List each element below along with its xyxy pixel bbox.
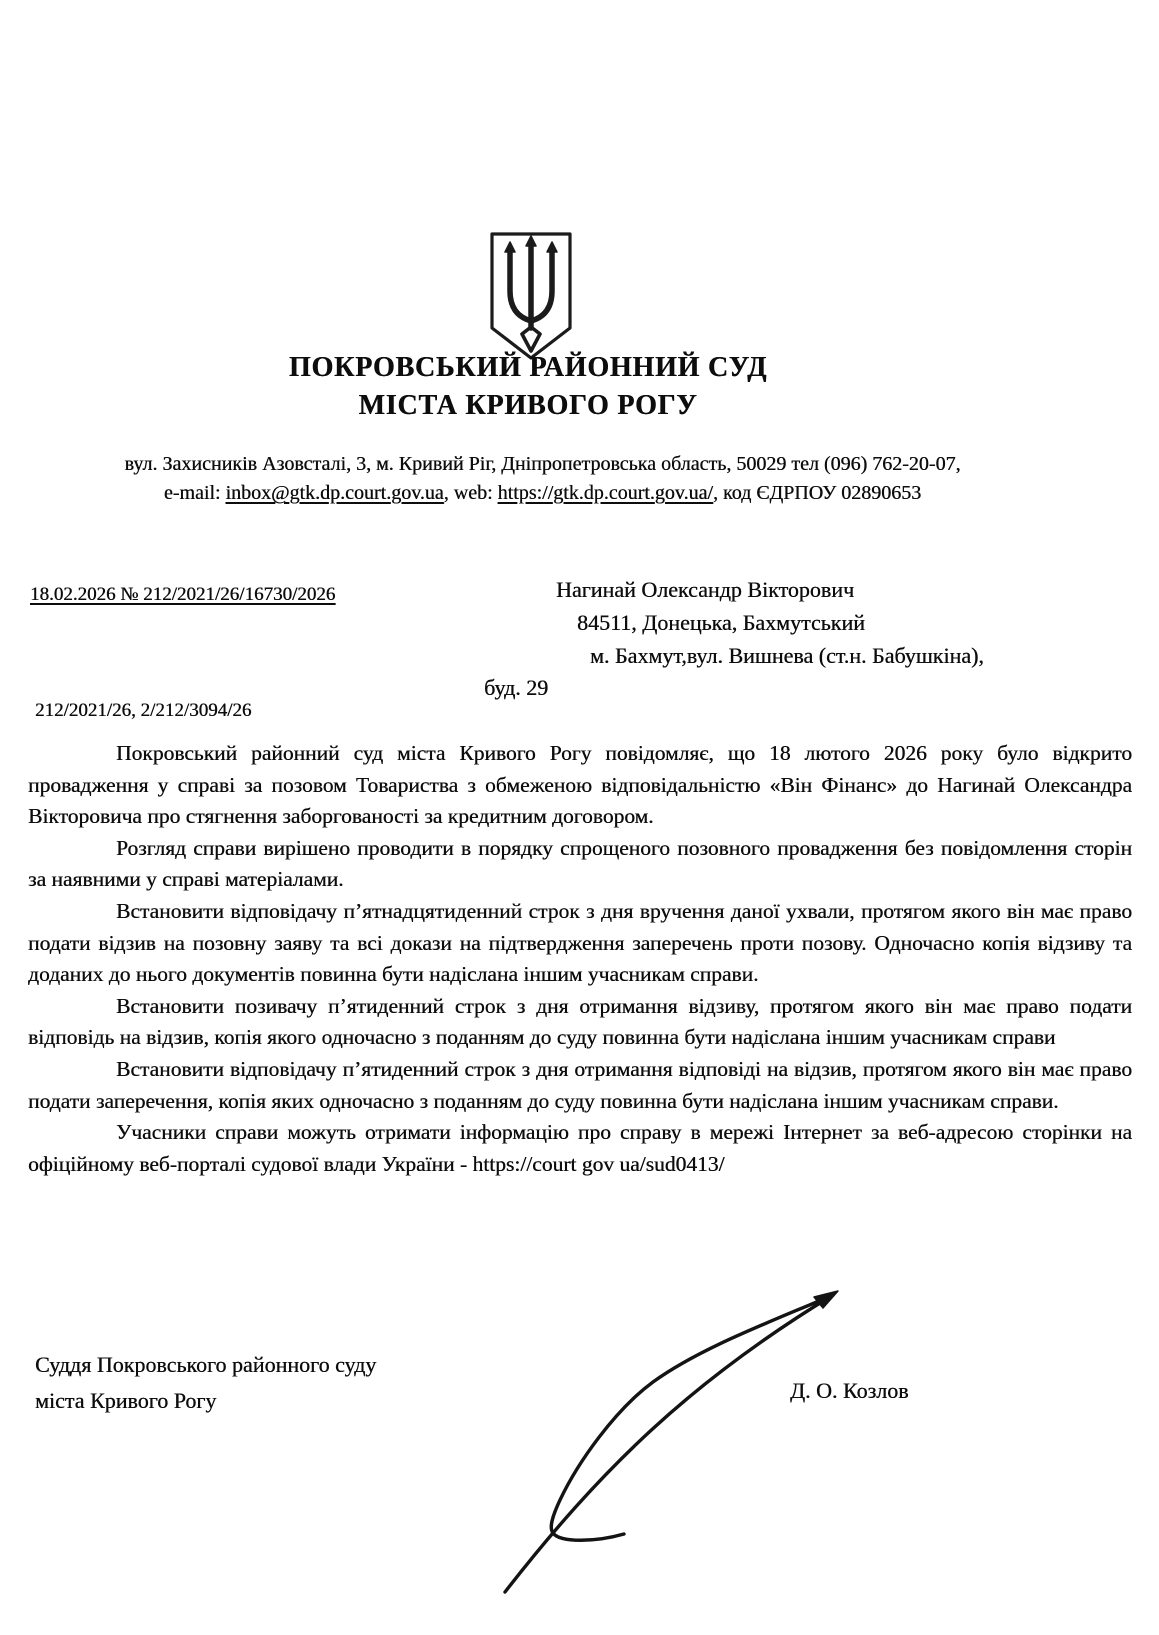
body-paragraph: Розгляд справи вирішено проводити в порядку спрощеного позовного провадження без повідомлення сторін за наявними у справі матеріалами.: [28, 835, 1132, 892]
edrpou-code: , код ЄДРПОУ 02890653: [712, 482, 922, 504]
case-numbers: 212/2021/26, 2/212/3094/26: [35, 700, 252, 721]
body-paragraph: Встановити відповідачу п’ятиденний строк з дня отримання відповіді на відзив, протягом якого він має право подати заперечення, копія яких одночасно з поданням до суду повинна бути надіслана іншим учасникам справи.: [28, 1056, 1132, 1113]
outgoing-date-number: 18.02.2026 № 212/2021/26/16730/2026: [30, 584, 336, 605]
body-paragraph: Встановити відповідачу п’ятнадцятиденний строк з дня вручення даної ухвали, протягом якого він має право подати відзив на позовну заяву та всі докази на підтвердження заперечень проти позову. Одночасно копія відзиву та доданих до нього документів повинна бути надіслана іншим учасникам справи.: [28, 898, 1132, 987]
court-website: https://gtk.dp.court.gov.ua/: [497, 482, 713, 504]
court-name-line1: ПОКРОВСЬКИЙ РАЙОННИЙ СУД: [288, 352, 768, 383]
judge-name: Д. О. Козлов: [790, 1378, 909, 1403]
court-address-line: вул. Захисників Азовсталі, 3, м. Кривий Ріг, Дніпропетровська область, 50029 тел (096) 762-20-07,: [124, 453, 961, 475]
web-label: , web:: [443, 482, 498, 504]
court-email: inbox@gtk.dp.court.gov.ua: [225, 482, 444, 504]
email-label: e-mail:: [163, 482, 226, 504]
notice-body: [28, 738, 1132, 1180]
court-contacts-line: [0, 482, 1085, 505]
judge-title-line1: Суддя Покровського районного суду: [35, 1352, 377, 1377]
body-paragraph: Учасники справи можуть отримати інформацію про справу в мережі Інтернет за веб-адресою сторінки на офіційному веб-порталі судової влади України - https://court gov ua/sud0413/: [28, 1120, 1132, 1176]
court-name-line2: МІСТА КРИВОГО РОГУ: [358, 390, 698, 421]
recipient-address-line2: м. Бахмут,вул. Вишнева (ст.н. Бабушкіна),: [590, 643, 984, 668]
ukraine-trident-emblem-icon: [486, 231, 576, 364]
body-paragraph: Покровський районний суд міста Кривого Рогу повідомляє, що 18 лютого 2026 року було відкрито провадження у справі за позовом Товариства з обмеженою відповідальністю «Він Фінанс» до Нагинай Олександра Вікторовича про стягнення заборгованості за кредитним договором.: [28, 741, 1132, 829]
judge-title-line2: міста Кривого Рогу: [35, 1388, 217, 1413]
recipient-name: Нагинай Олександр Вікторович: [556, 577, 855, 602]
recipient-address-line1: 84511, Донецька, Бахмутський: [577, 610, 865, 635]
body-paragraph: Встановити позивачу п’ятиденний строк з дня отримання відзиву, протягом якого він має право подати відповідь на відзив, копія якого одночасно з поданням до суду повинна бути надіслана іншим учасникам справи: [28, 993, 1132, 1050]
recipient-address-line3: буд. 29: [484, 675, 549, 700]
